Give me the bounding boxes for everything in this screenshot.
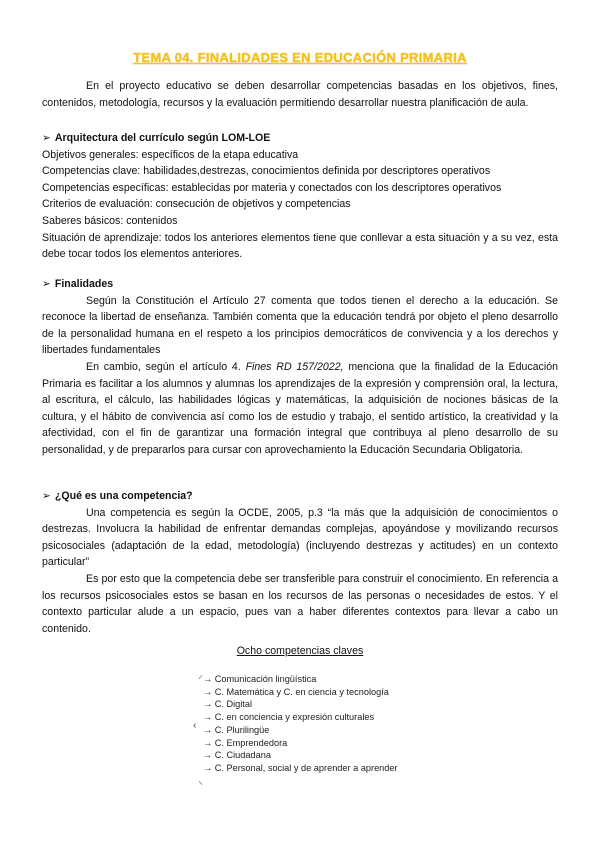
- section-competencia: [42, 488, 558, 637]
- bracket-mark-top: ⸝: [198, 670, 203, 681]
- definition-line: Situación de aprendizaje: todos los anteriores elementos tiene que conllevar a esta situación y a su vez, esta debe tocar todos los elementos anteriores.: [42, 231, 558, 261]
- definition-line: Competencias específicas: establecidas por materia y conectados con los descriptores operativos: [42, 181, 502, 194]
- definition-line: Saberes básicos: contenidos: [42, 214, 178, 227]
- list-item: → Comunicación lingüística: [203, 674, 317, 684]
- paragraph: Una competencia es según la OCDE, 2005, p.3 “la más que la adquisición de conocimientos o destrezas. Involucra la habilidad de enfrentar demandas complejas, apoyándose y movilizando recursos psicosociales (adaptación de la edad, metodología) (incluyendo destrezas y actitudes) en un contexto particular”: [42, 506, 558, 569]
- section-heading: ➢ Arquitectura del currículo según LOM-LOE: [42, 132, 271, 144]
- list-item: → C. Ciudadana: [203, 750, 271, 761]
- definition-line: Objetivos generales: específicos de la etapa educativa: [42, 148, 299, 161]
- paragraph: Según la Constitución el Artículo 27 comenta que todos tienen el derecho a la educación. Se reconoce la libertad de enseñanza. También comenta que la educación tendrá por objeto el pleno desarrollo de la personalidad humana en el respeto a los principios democráticos de convivencia y a los derechos y libertades fundamentales: [42, 294, 558, 357]
- list-title: Ocho competencias claves: [236, 645, 364, 657]
- arrow-icon: ➢: [42, 132, 51, 144]
- definition-line: Criterios de evaluación: consecución de objetivos y competencias: [42, 198, 351, 211]
- page-title: TEMA 04. FINALIDADES EN EDUCACIÓN PRIMARIA: [133, 50, 467, 65]
- paragraph: Es por esto que la competencia debe ser transferible para construir el conocimiento. En referencia a los recursos psicosociales estos se basan en los recursos de las personas o necesidades de estos. Y el contexto particular alude a un espacio, pues van a haber diferentes contextos para llevar a cabo un contenido.: [42, 572, 558, 635]
- list-item: → C. Digital: [203, 699, 253, 710]
- list-item: → C. Plurilingüe: [203, 724, 270, 735]
- list-item: → C. Matemática y C. en ciencia y tecnología: [203, 686, 389, 697]
- list-item: → C. Emprendedora: [203, 737, 288, 748]
- intro-paragraph: En el proyecto educativo se deben desarrollar competencias basadas en los objetivos, fines, contenidos, metodología, recursos y la evaluación permitiendo desarrollar nuestra planificación de aula.: [42, 80, 558, 109]
- paragraph: En cambio, según el artículo 4. Fines RD 157/2022, menciona que la finalidad de la Educación Primaria es facilitar a los alumnos y alumnas los aprendizajes de la expresión y comprensión oral, la lectura, al escritura, el cálculo, las habilidades lógicas y matemáticas, la adquisición de nociones básicas de la cultura, y el hábito de convivencia así como los de estudio y trabajo, el sentido artístico, la creatividad y la afectividad, con el fin de garantizar una formación integral que contribuya al pleno desarrollo de su personalidad, y de prepararlos para cursar con aprovechamiento la Educación Secundaria Obligatoria.: [42, 360, 558, 456]
- bracket-mark-bottom: ⸜: [198, 776, 203, 787]
- definition-line: Competencias clave: habilidades,destrezas, conocimientos definida por descriptores operativos: [42, 165, 491, 178]
- section-arquitectura: [42, 130, 558, 263]
- competencias-list: [203, 673, 398, 775]
- list-item: → C. Personal, social y de aprender a aprender: [203, 762, 398, 773]
- section-heading: ➢ ¿Qué es una competencia?: [42, 490, 193, 502]
- section-finalidades: [42, 276, 558, 459]
- section-heading: ➢ Finalidades: [42, 278, 114, 290]
- arrow-icon: ➢: [42, 490, 51, 502]
- bracket-mark-middle: ‹: [193, 720, 197, 731]
- arrow-icon: ➢: [42, 278, 51, 290]
- list-item: → C. en conciencia y expresión culturales: [203, 712, 375, 723]
